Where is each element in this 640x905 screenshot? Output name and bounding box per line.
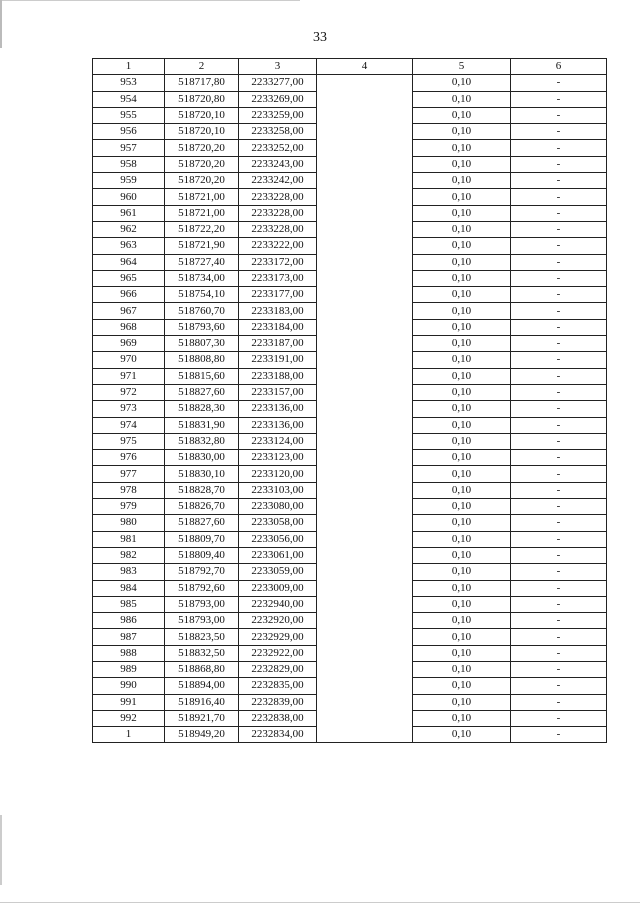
- note-value: -: [511, 727, 607, 743]
- accuracy-value: 0,10: [413, 482, 511, 498]
- x-coordinate: 518949,20: [165, 727, 239, 743]
- x-coordinate: 518720,10: [165, 124, 239, 140]
- x-coordinate: 518868,80: [165, 661, 239, 677]
- y-coordinate: 2233228,00: [239, 221, 317, 237]
- point-number: 957: [93, 140, 165, 156]
- accuracy-value: 0,10: [413, 287, 511, 303]
- x-coordinate: 518807,30: [165, 336, 239, 352]
- header-col-2: 2: [165, 59, 239, 75]
- point-number: 963: [93, 238, 165, 254]
- y-coordinate: 2233056,00: [239, 531, 317, 547]
- x-coordinate: 518916,40: [165, 694, 239, 710]
- point-number: 953: [93, 75, 165, 91]
- note-value: -: [511, 287, 607, 303]
- accuracy-value: 0,10: [413, 124, 511, 140]
- x-coordinate: 518720,20: [165, 156, 239, 172]
- point-number: 984: [93, 580, 165, 596]
- y-coordinate: 2233228,00: [239, 205, 317, 221]
- x-coordinate: 518809,70: [165, 531, 239, 547]
- accuracy-value: 0,10: [413, 336, 511, 352]
- y-coordinate: 2233080,00: [239, 499, 317, 515]
- note-value: -: [511, 205, 607, 221]
- note-value: -: [511, 303, 607, 319]
- note-value: -: [511, 140, 607, 156]
- note-value: -: [511, 694, 607, 710]
- point-number: 956: [93, 124, 165, 140]
- point-number: 971: [93, 368, 165, 384]
- x-coordinate: 518793,60: [165, 319, 239, 335]
- note-value: -: [511, 384, 607, 400]
- x-coordinate: 518832,80: [165, 433, 239, 449]
- x-coordinate: 518823,50: [165, 629, 239, 645]
- note-value: -: [511, 75, 607, 91]
- accuracy-value: 0,10: [413, 694, 511, 710]
- note-value: -: [511, 564, 607, 580]
- note-value: -: [511, 596, 607, 612]
- point-number: 992: [93, 710, 165, 726]
- header-col-5: 5: [413, 59, 511, 75]
- x-coordinate: 518792,60: [165, 580, 239, 596]
- accuracy-value: 0,10: [413, 254, 511, 270]
- note-value: -: [511, 238, 607, 254]
- header-col-4: 4: [317, 59, 413, 75]
- y-coordinate: 2233123,00: [239, 450, 317, 466]
- accuracy-value: 0,10: [413, 661, 511, 677]
- note-value: -: [511, 91, 607, 107]
- point-number: 964: [93, 254, 165, 270]
- accuracy-value: 0,10: [413, 368, 511, 384]
- accuracy-value: 0,10: [413, 401, 511, 417]
- point-number: 967: [93, 303, 165, 319]
- y-coordinate: 2233183,00: [239, 303, 317, 319]
- x-coordinate: 518722,20: [165, 221, 239, 237]
- note-value: -: [511, 661, 607, 677]
- accuracy-value: 0,10: [413, 156, 511, 172]
- x-coordinate: 518720,10: [165, 107, 239, 123]
- point-number: 988: [93, 645, 165, 661]
- point-number: 960: [93, 189, 165, 205]
- y-coordinate: 2233136,00: [239, 401, 317, 417]
- scan-edge-bottom: [0, 902, 640, 903]
- scan-edge-left-bottom: [0, 815, 2, 885]
- y-coordinate: 2233191,00: [239, 352, 317, 368]
- x-coordinate: 518720,80: [165, 91, 239, 107]
- y-coordinate: 2233061,00: [239, 547, 317, 563]
- note-value: -: [511, 499, 607, 515]
- accuracy-value: 0,10: [413, 173, 511, 189]
- accuracy-value: 0,10: [413, 107, 511, 123]
- y-coordinate: 2232838,00: [239, 710, 317, 726]
- point-number: 985: [93, 596, 165, 612]
- accuracy-value: 0,10: [413, 384, 511, 400]
- note-value: -: [511, 580, 607, 596]
- accuracy-value: 0,10: [413, 596, 511, 612]
- point-number: 973: [93, 401, 165, 417]
- y-coordinate: 2233157,00: [239, 384, 317, 400]
- accuracy-value: 0,10: [413, 319, 511, 335]
- header-col-3: 3: [239, 59, 317, 75]
- accuracy-value: 0,10: [413, 238, 511, 254]
- x-coordinate: 518754,10: [165, 287, 239, 303]
- point-number: 977: [93, 466, 165, 482]
- x-coordinate: 518830,10: [165, 466, 239, 482]
- x-coordinate: 518830,00: [165, 450, 239, 466]
- point-number: 987: [93, 629, 165, 645]
- x-coordinate: 518721,00: [165, 205, 239, 221]
- x-coordinate: 518734,00: [165, 270, 239, 286]
- column-4-merged-cell: [317, 75, 413, 743]
- y-coordinate: 2233188,00: [239, 368, 317, 384]
- x-coordinate: 518827,60: [165, 384, 239, 400]
- accuracy-value: 0,10: [413, 564, 511, 580]
- accuracy-value: 0,10: [413, 189, 511, 205]
- table-header-row: [93, 59, 607, 75]
- table-row: [93, 75, 607, 91]
- point-number: 972: [93, 384, 165, 400]
- accuracy-value: 0,10: [413, 629, 511, 645]
- note-value: -: [511, 107, 607, 123]
- y-coordinate: 2232920,00: [239, 613, 317, 629]
- page-number: 33: [313, 30, 327, 45]
- note-value: -: [511, 645, 607, 661]
- note-value: -: [511, 352, 607, 368]
- note-value: -: [511, 433, 607, 449]
- note-value: -: [511, 482, 607, 498]
- accuracy-value: 0,10: [413, 352, 511, 368]
- accuracy-value: 0,10: [413, 727, 511, 743]
- note-value: -: [511, 466, 607, 482]
- point-number: 969: [93, 336, 165, 352]
- x-coordinate: 518792,70: [165, 564, 239, 580]
- y-coordinate: 2233243,00: [239, 156, 317, 172]
- point-number: 1: [93, 727, 165, 743]
- y-coordinate: 2233059,00: [239, 564, 317, 580]
- accuracy-value: 0,10: [413, 140, 511, 156]
- x-coordinate: 518720,20: [165, 173, 239, 189]
- y-coordinate: 2233120,00: [239, 466, 317, 482]
- x-coordinate: 518827,60: [165, 515, 239, 531]
- y-coordinate: 2233269,00: [239, 91, 317, 107]
- y-coordinate: 2233103,00: [239, 482, 317, 498]
- accuracy-value: 0,10: [413, 75, 511, 91]
- note-value: -: [511, 515, 607, 531]
- y-coordinate: 2233124,00: [239, 433, 317, 449]
- accuracy-value: 0,10: [413, 205, 511, 221]
- point-number: 991: [93, 694, 165, 710]
- accuracy-value: 0,10: [413, 531, 511, 547]
- point-number: 989: [93, 661, 165, 677]
- scan-edge-top: [0, 0, 300, 1]
- note-value: -: [511, 254, 607, 270]
- point-number: 979: [93, 499, 165, 515]
- y-coordinate: 2233259,00: [239, 107, 317, 123]
- note-value: -: [511, 156, 607, 172]
- y-coordinate: 2233058,00: [239, 515, 317, 531]
- point-number: 966: [93, 287, 165, 303]
- accuracy-value: 0,10: [413, 547, 511, 563]
- point-number: 965: [93, 270, 165, 286]
- accuracy-value: 0,10: [413, 466, 511, 482]
- coordinates-table: [92, 58, 607, 743]
- x-coordinate: 518831,90: [165, 417, 239, 433]
- point-number: 978: [93, 482, 165, 498]
- y-coordinate: 2233136,00: [239, 417, 317, 433]
- accuracy-value: 0,10: [413, 645, 511, 661]
- accuracy-value: 0,10: [413, 91, 511, 107]
- x-coordinate: 518828,70: [165, 482, 239, 498]
- point-number: 976: [93, 450, 165, 466]
- table-body: [93, 75, 607, 743]
- y-coordinate: 2232929,00: [239, 629, 317, 645]
- note-value: -: [511, 417, 607, 433]
- y-coordinate: 2233184,00: [239, 319, 317, 335]
- y-coordinate: 2233177,00: [239, 287, 317, 303]
- y-coordinate: 2233242,00: [239, 173, 317, 189]
- note-value: -: [511, 547, 607, 563]
- y-coordinate: 2233187,00: [239, 336, 317, 352]
- x-coordinate: 518921,70: [165, 710, 239, 726]
- x-coordinate: 518721,90: [165, 238, 239, 254]
- accuracy-value: 0,10: [413, 580, 511, 596]
- x-coordinate: 518832,50: [165, 645, 239, 661]
- y-coordinate: 2232835,00: [239, 678, 317, 694]
- y-coordinate: 2233172,00: [239, 254, 317, 270]
- accuracy-value: 0,10: [413, 433, 511, 449]
- point-number: 959: [93, 173, 165, 189]
- x-coordinate: 518760,70: [165, 303, 239, 319]
- header-col-1: 1: [93, 59, 165, 75]
- note-value: -: [511, 221, 607, 237]
- point-number: 986: [93, 613, 165, 629]
- accuracy-value: 0,10: [413, 221, 511, 237]
- point-number: 990: [93, 678, 165, 694]
- y-coordinate: 2232839,00: [239, 694, 317, 710]
- accuracy-value: 0,10: [413, 710, 511, 726]
- x-coordinate: 518720,20: [165, 140, 239, 156]
- x-coordinate: 518721,00: [165, 189, 239, 205]
- point-number: 954: [93, 91, 165, 107]
- accuracy-value: 0,10: [413, 417, 511, 433]
- y-coordinate: 2233173,00: [239, 270, 317, 286]
- x-coordinate: 518815,60: [165, 368, 239, 384]
- y-coordinate: 2233277,00: [239, 75, 317, 91]
- note-value: -: [511, 450, 607, 466]
- y-coordinate: 2233228,00: [239, 189, 317, 205]
- note-value: -: [511, 531, 607, 547]
- x-coordinate: 518793,00: [165, 613, 239, 629]
- point-number: 958: [93, 156, 165, 172]
- x-coordinate: 518808,80: [165, 352, 239, 368]
- accuracy-value: 0,10: [413, 678, 511, 694]
- y-coordinate: 2232834,00: [239, 727, 317, 743]
- point-number: 962: [93, 221, 165, 237]
- note-value: -: [511, 401, 607, 417]
- x-coordinate: 518727,40: [165, 254, 239, 270]
- point-number: 968: [93, 319, 165, 335]
- point-number: 974: [93, 417, 165, 433]
- accuracy-value: 0,10: [413, 499, 511, 515]
- point-number: 955: [93, 107, 165, 123]
- accuracy-value: 0,10: [413, 450, 511, 466]
- point-number: 980: [93, 515, 165, 531]
- note-value: -: [511, 678, 607, 694]
- accuracy-value: 0,10: [413, 613, 511, 629]
- note-value: -: [511, 629, 607, 645]
- x-coordinate: 518793,00: [165, 596, 239, 612]
- x-coordinate: 518894,00: [165, 678, 239, 694]
- x-coordinate: 518828,30: [165, 401, 239, 417]
- x-coordinate: 518809,40: [165, 547, 239, 563]
- y-coordinate: 2233252,00: [239, 140, 317, 156]
- y-coordinate: 2233222,00: [239, 238, 317, 254]
- point-number: 981: [93, 531, 165, 547]
- point-number: 983: [93, 564, 165, 580]
- note-value: -: [511, 124, 607, 140]
- note-value: -: [511, 336, 607, 352]
- x-coordinate: 518826,70: [165, 499, 239, 515]
- note-value: -: [511, 189, 607, 205]
- note-value: -: [511, 613, 607, 629]
- y-coordinate: 2233009,00: [239, 580, 317, 596]
- accuracy-value: 0,10: [413, 270, 511, 286]
- point-number: 975: [93, 433, 165, 449]
- y-coordinate: 2233258,00: [239, 124, 317, 140]
- note-value: -: [511, 710, 607, 726]
- accuracy-value: 0,10: [413, 303, 511, 319]
- note-value: -: [511, 368, 607, 384]
- y-coordinate: 2232940,00: [239, 596, 317, 612]
- point-number: 970: [93, 352, 165, 368]
- point-number: 961: [93, 205, 165, 221]
- y-coordinate: 2232922,00: [239, 645, 317, 661]
- x-coordinate: 518717,80: [165, 75, 239, 91]
- note-value: -: [511, 319, 607, 335]
- accuracy-value: 0,10: [413, 515, 511, 531]
- note-value: -: [511, 173, 607, 189]
- y-coordinate: 2232829,00: [239, 661, 317, 677]
- point-number: 982: [93, 547, 165, 563]
- header-col-6: 6: [511, 59, 607, 75]
- note-value: -: [511, 270, 607, 286]
